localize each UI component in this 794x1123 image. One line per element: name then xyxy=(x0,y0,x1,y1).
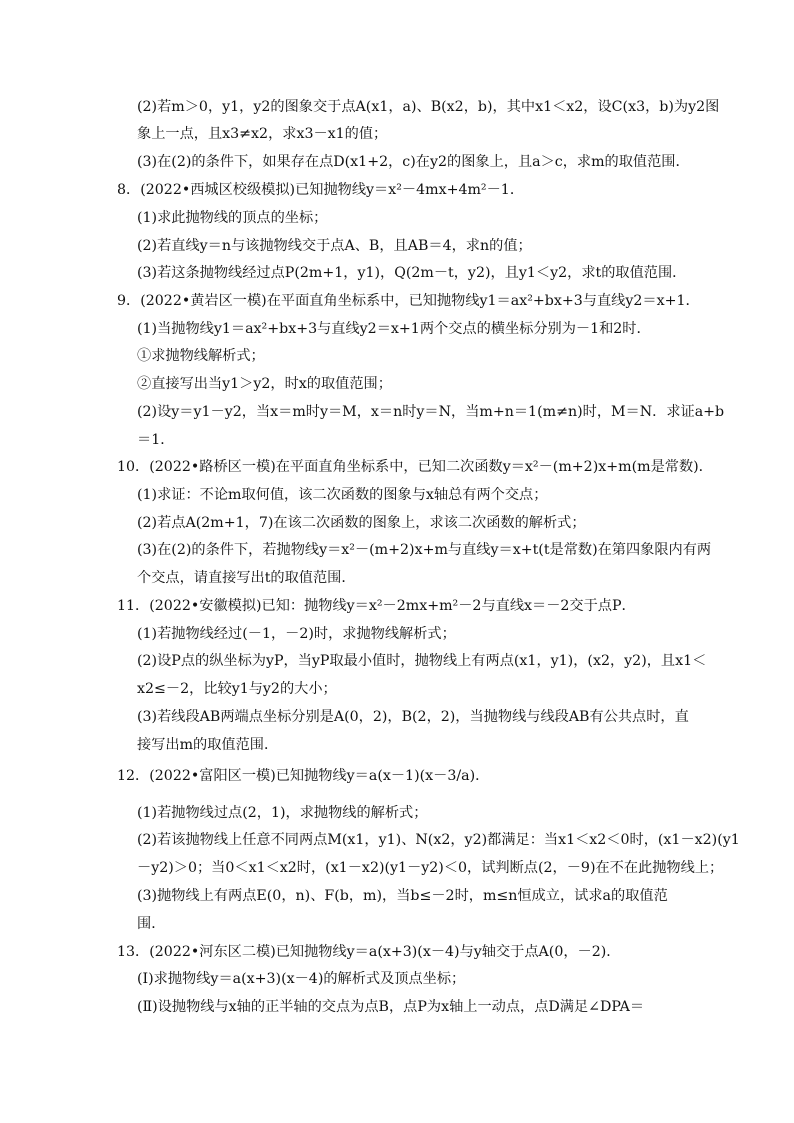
text-line: ②直接写出当y1＞y2，时x的取值范围； xyxy=(137,376,392,392)
question-13-header: 13．(2022•河东区二模)已知抛物线y＝a(x+3)(x－4)与y轴交于点A(0，－2)． xyxy=(117,944,621,960)
text-line: 象上一点，且x3≠x2，求x3－x1的值； xyxy=(137,126,388,142)
question-9-header: 9．(2022•黄岩区一模)在平面直角坐标系中，已知抛物线y1＝ax²+bx+3与直线y2＝x+1． xyxy=(117,293,700,309)
text-line: x2≤－2，比较y1与y2的大小； xyxy=(137,681,337,697)
text-line: (2)设P点的纵坐标为yP，当yP取最小值时，抛物线上有两点(x1，y1)，(x2，y2)，且x1＜ xyxy=(137,653,707,669)
text-line: 个交点，请直接写出t的取值范围． xyxy=(137,570,356,586)
text-line: (Ⅱ)设抛物线与x轴的正半轴的交点为点B，点P为x轴上一动点，点D满足∠DPA＝ xyxy=(137,999,645,1015)
text-line: ①求抛物线解析式； xyxy=(137,348,265,364)
text-line: (1)若抛物线经过(－1，－2)时，求抛物线解析式； xyxy=(137,626,456,642)
text-line: (2)设y＝y1－y2，当x＝m时y＝M，x＝n时y＝N，当m+n＝1(m≠n)时，M＝N．求证a+b xyxy=(137,404,725,420)
text-line: (3)在(2)的条件下，如果存在点D(x1+2，c)在y2的图象上，且a＞c，求m的取值范围． xyxy=(137,154,690,170)
text-line: (Ⅰ)求抛物线y＝a(x+3)(x－4)的解析式及顶点坐标； xyxy=(137,971,466,987)
question-11-header: 11．(2022•安徽模拟)已知：抛物线y＝x²－2mx+m²－2与直线x＝－2交于点P． xyxy=(117,598,636,614)
text-line: (3)在(2)的条件下，若抛物线y＝x²－(m+2)x+m与直线y＝x+t(t是常数)在第四象限内有两 xyxy=(137,542,712,558)
text-line: (2)若直线y＝n与该抛物线交于点A、B，且AB＝4，求n的值； xyxy=(137,238,532,254)
text-line: －y2)＞0；当0＜x1＜x2时，(x1－x2)(y1－y2)＜0，试判断点(2，－9)在不在此抛物线上； xyxy=(137,860,724,876)
text-line: (3)若线段AB两端点坐标分别是A(0，2)，B(2，2)，当抛物线与线段AB有公共点时，直 xyxy=(137,709,689,725)
question-10-header: 10．(2022•路桥区一模)在平面直角坐标系中，已知二次函数y＝x²－(m+2)x+m(m是常数)． xyxy=(117,459,713,475)
text-line: (1)求证：不论m取何值，该二次函数的图象与x轴总有两个交点； xyxy=(137,487,548,503)
question-8-header: 8．(2022•西城区校级模拟)已知抛物线y＝x²－4mx+4m²－1． xyxy=(117,182,525,198)
text-line: (1)若抛物线过点(2，1)，求抛物线的解析式； xyxy=(137,805,428,821)
text-line: (3)抛物线上有两点E(0，n)、F(b，m)，当b≤－2时，m≤n恒成立，试求a的取值范 xyxy=(137,888,668,904)
question-12-header: 12．(2022•富阳区一模)已知抛物线y＝a(x－1)(x－3/a)． xyxy=(117,768,490,784)
text-line: (3)若这条抛物线经过点P(2m+1，y1)，Q(2m－t，y2)，且y1＜y2，求t的取值范围． xyxy=(137,265,687,281)
text-line: (1)当抛物线y1＝ax²+bx+3与直线y2＝x+1两个交点的横坐标分别为－1和2时． xyxy=(137,321,651,337)
text-line: 围． xyxy=(137,916,166,932)
text-line: ＝1． xyxy=(137,432,175,448)
text-line: 接写出m的取值范围． xyxy=(137,737,279,753)
text-line: (2)若m＞0，y1，y2的图象交于点A(x1，a)、B(x2，b)，其中x1＜x2，设C(x3，b)为y2图 xyxy=(137,99,720,115)
text-line: (2)若该抛物线上任意不同两点M(x1，y1)、N(x2，y2)都满足：当x1＜x2＜0时，(x1－x2)(y1 xyxy=(137,832,740,848)
text-line: (1)求此抛物线的顶点的坐标； xyxy=(137,210,328,226)
text-line: (2)若点A(2m+1，7)在该二次函数的图象上，求该二次函数的解析式； xyxy=(137,515,586,531)
